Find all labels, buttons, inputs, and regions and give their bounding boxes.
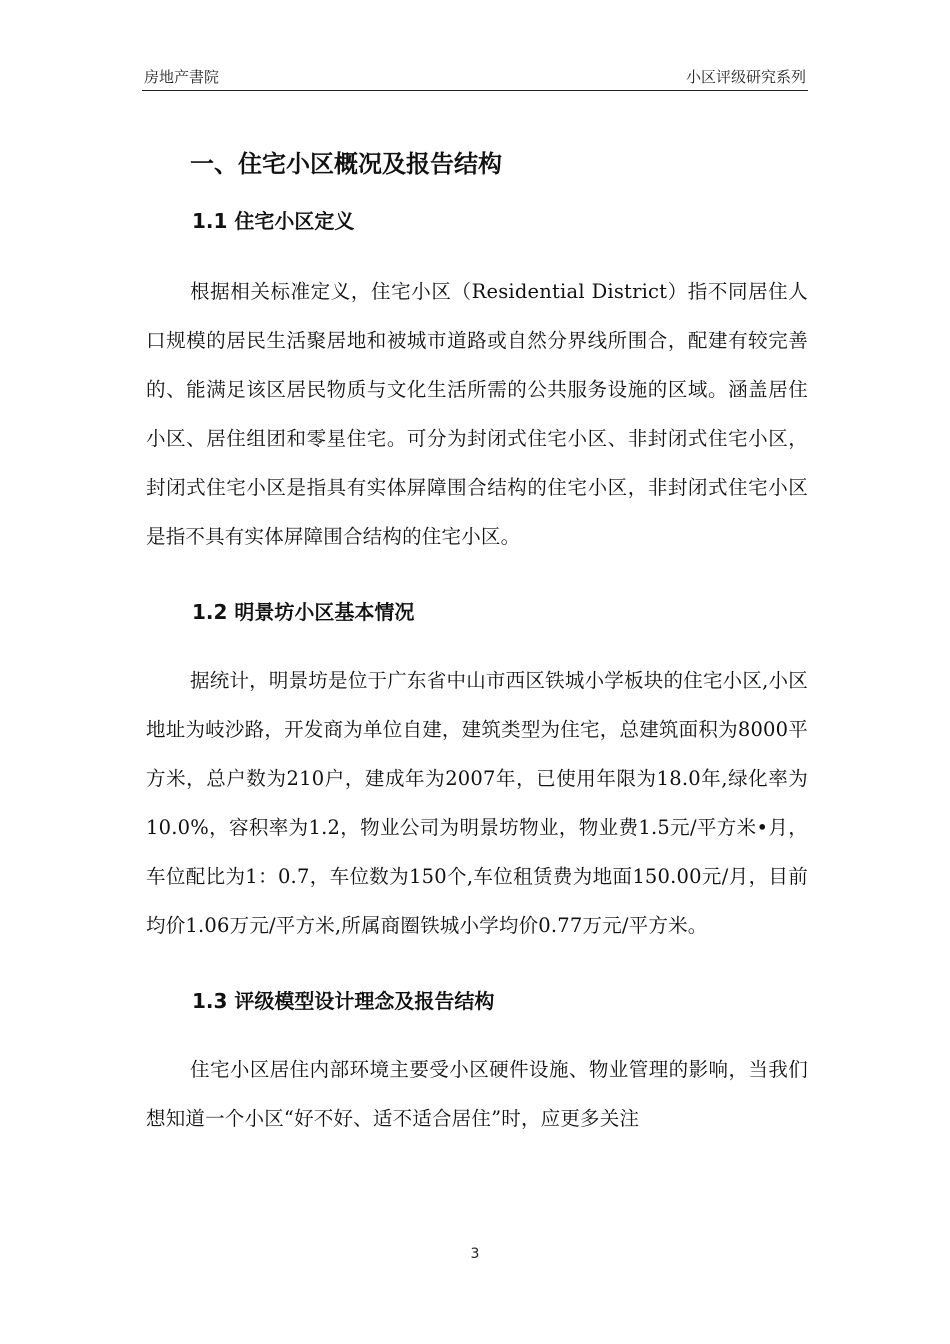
section-title: 一、住宅小区概况及报告结构 bbox=[190, 150, 502, 178]
page-number: 3 bbox=[470, 1246, 480, 1262]
page-header bbox=[142, 64, 808, 91]
page-content bbox=[146, 142, 808, 1143]
header-series-title: 小区评级研究系列 bbox=[685, 68, 806, 86]
subsection-heading-1-3: 1.3 评级模型设计理念及报告结构 bbox=[192, 989, 495, 1013]
paragraph-definition: 根据相关标准定义，住宅小区（Residential District）指不同居住人口规模的居民生活聚居地和被城市道路或自然分界线所围合，配建有较完善的、能满足该区居民物质与文化生活所需的公共服务设施的区域。涵盖居住小区、居住组团和零星住宅。可分为封闭式住宅小区、非封闭式住宅小区，封闭式住宅小区是指具有实体屏障围合结构的住宅小区，非封闭式住宅小区是指不具有实体屏障围合结构的住宅小区。 bbox=[146, 280, 808, 548]
paragraph-model-design: 住宅小区居住内部环境主要受小区硬件设施、物业管理的影响，当我们想知道一个小区“好不好、适不适合居住”时，应更多关注 bbox=[146, 1058, 808, 1130]
header-publisher: 房地产書院 bbox=[144, 68, 220, 86]
paragraph-basic-info: 据统计，明景坊是位于广东省中山市西区铁城小学板块的住宅小区,小区地址为岐沙路，开发商为单位自建，建筑类型为住宅，总建筑面积为8000平方米，总户数为210户，建成年为2007年，已使用年限为18.0年,绿化率为10.0%，容积率为1.2，物业公司为明景坊物业，物业费1.5元/平方米•月，车位配比为1：0.7，车位数为150个,车位租赁费为地面150.00元/月，目前均价1.06万元/平方米,所属商圈铁城小学均价0.77万元/平方米。 bbox=[146, 669, 808, 937]
subsection-heading-1-2: 1.2 明景坊小区基本情况 bbox=[192, 600, 415, 624]
subsection-heading-1-1: 1.1 住宅小区定义 bbox=[192, 209, 355, 233]
